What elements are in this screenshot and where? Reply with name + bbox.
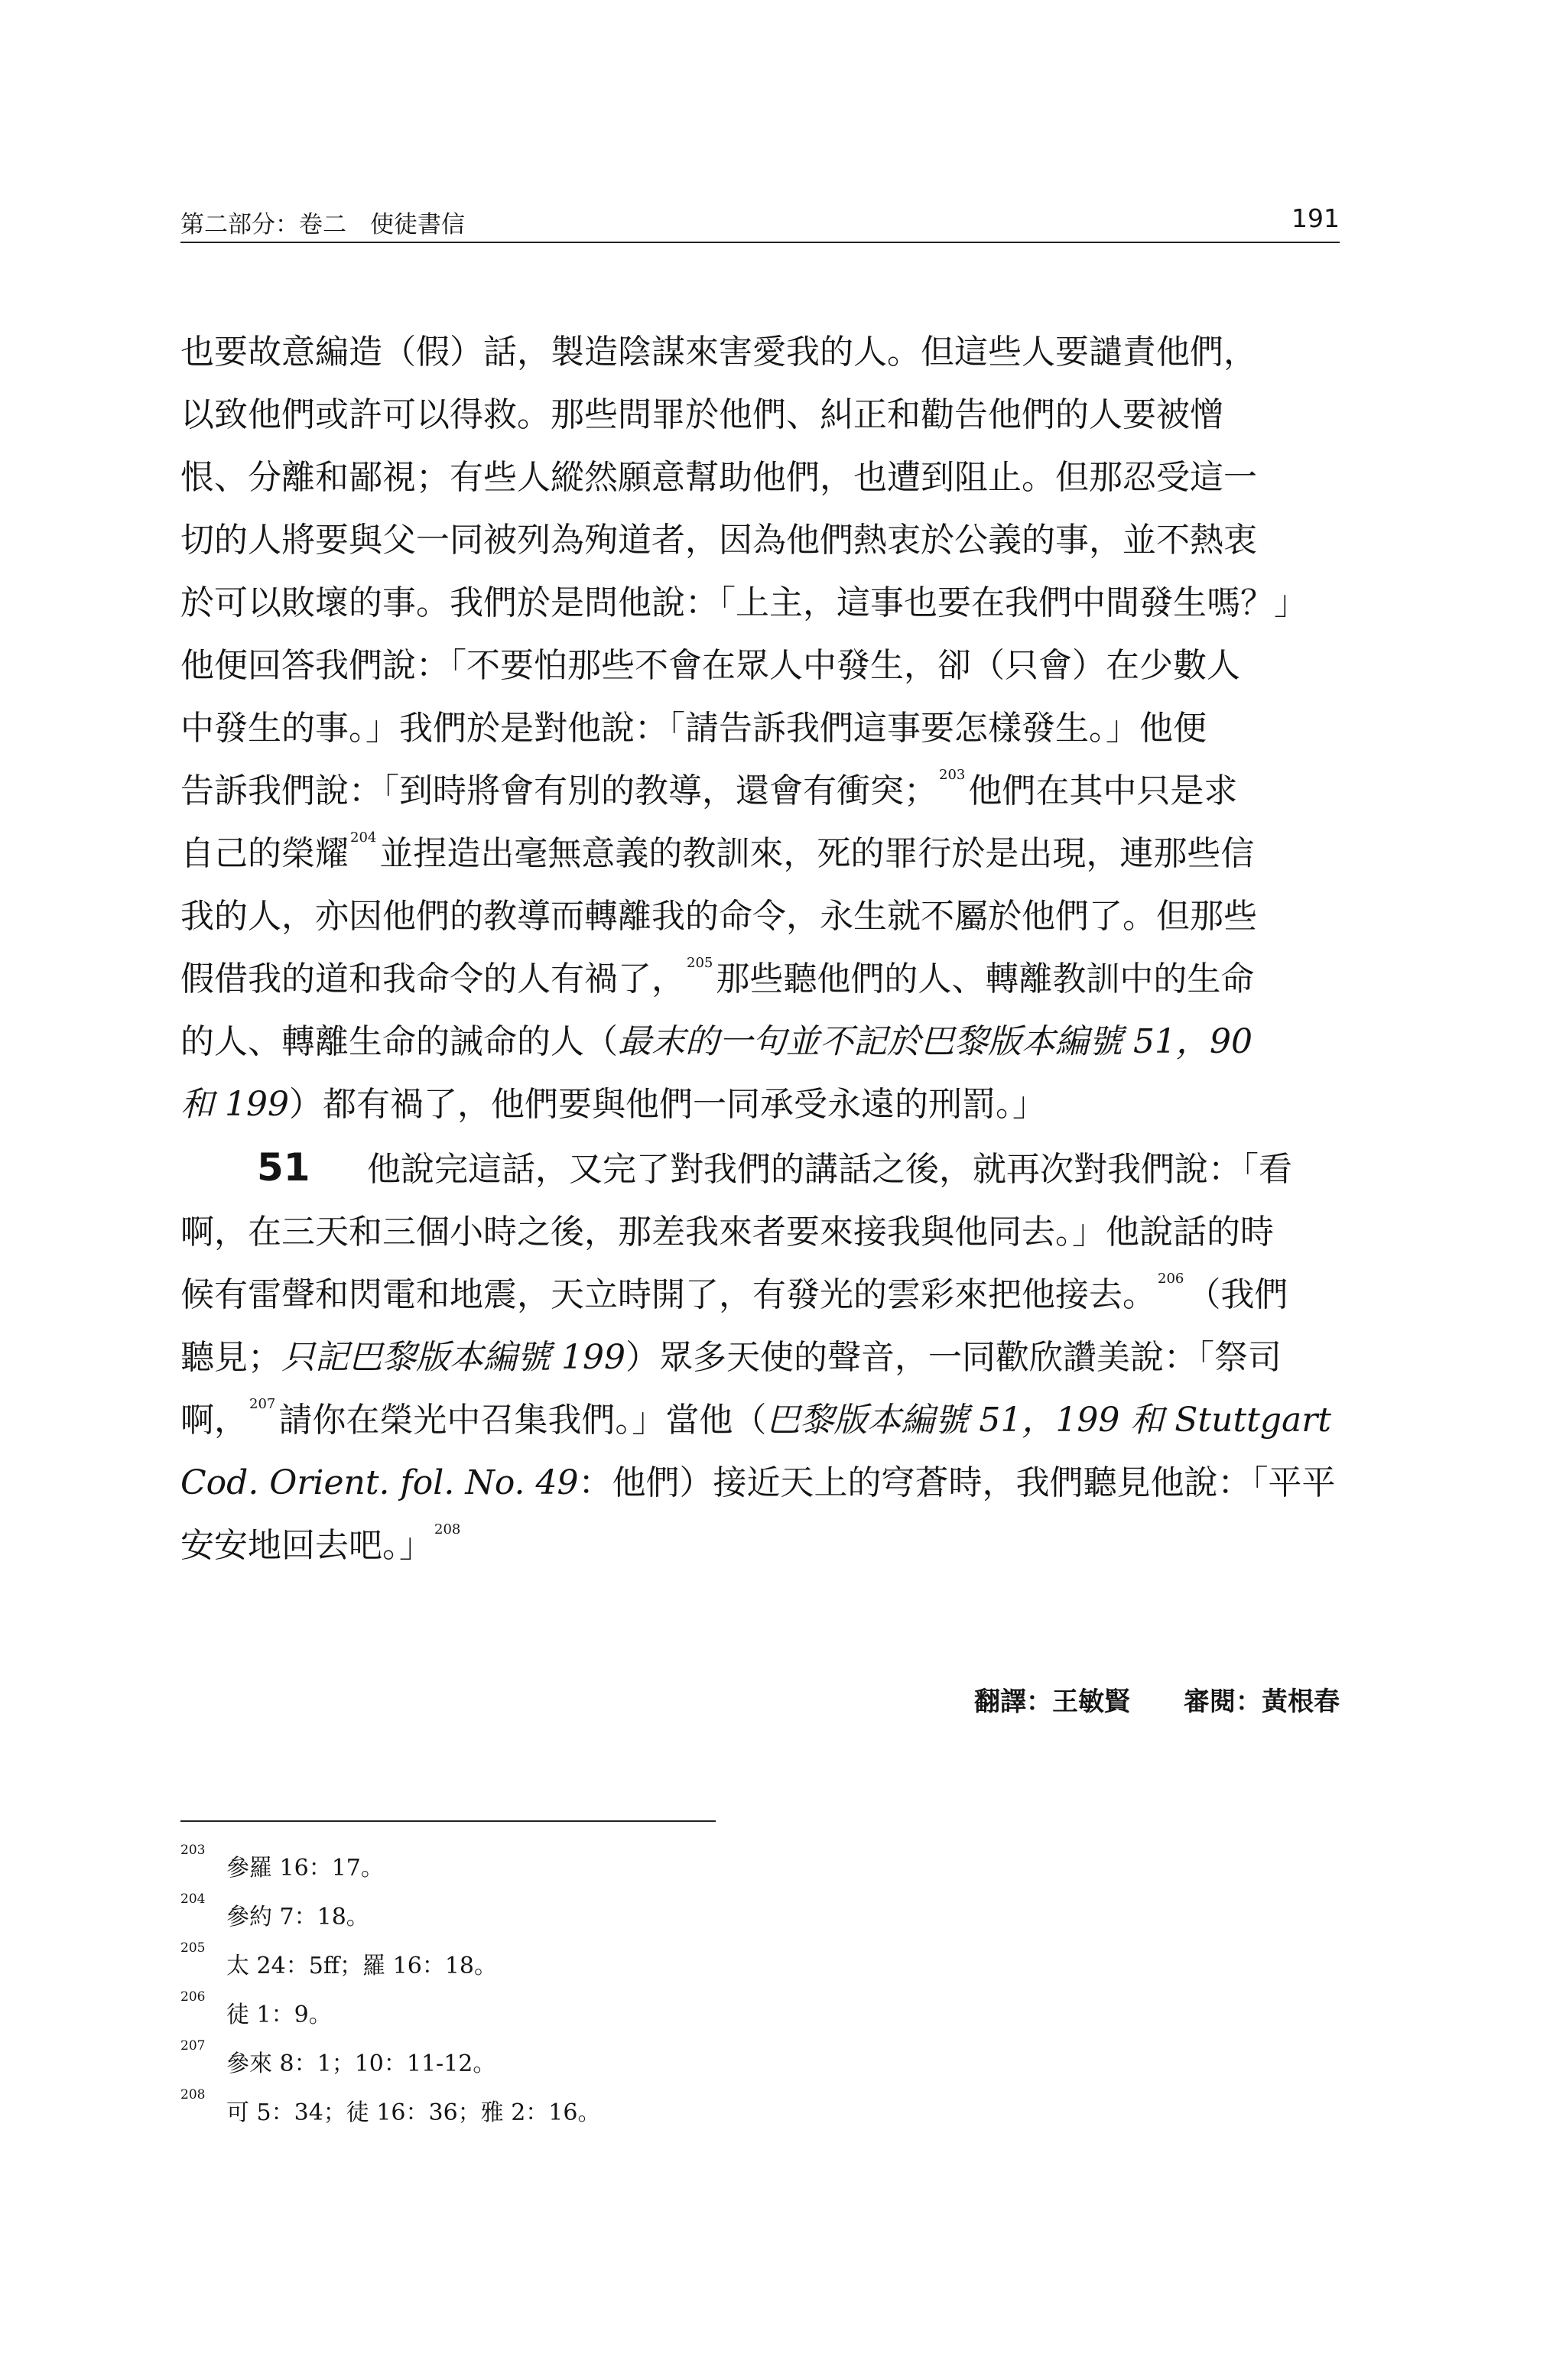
text-line: 中發生的事。」我們於是對他說：「請告訴我們這事要怎樣發生。」他便 — [180, 709, 1207, 748]
footnote-item — [180, 1843, 945, 1898]
text-line — [180, 1326, 1340, 1389]
header-rule — [180, 242, 1340, 243]
text-line: 也要故意編造（假）話，製造陰謀來害愛我的人。但這些人要譴責他們， — [180, 333, 1257, 372]
text-segment: 請你在榮光中召集我們。」當他（ — [278, 1401, 767, 1440]
footnote-text: 參來 8：1；10：11-12。 — [226, 2050, 496, 2077]
text-segment: 啊， — [180, 1401, 248, 1440]
footnote-item — [180, 1891, 945, 1947]
text-segment: 他們在其中只是求 — [968, 771, 1238, 810]
text-segment: ：他們）接近天上的穹蒼時，我們聽見他說：「平平 — [578, 1463, 1336, 1502]
footnote-rule — [180, 1820, 716, 1822]
text-line: 他便回答我們說：「不要怕那些不會在眾人中發生，卻（只會）在少數人 — [180, 646, 1240, 685]
text-line — [180, 948, 1340, 1011]
translation-credits — [826, 1680, 1340, 1718]
footnote-number: 207 — [180, 2038, 206, 2054]
footnote-ref[interactable]: 205 — [687, 955, 713, 971]
text-line — [180, 1136, 1340, 1201]
footnote-number: 203 — [180, 1843, 206, 1858]
body-text — [180, 321, 1340, 1577]
footnote-ref[interactable]: 204 — [350, 830, 377, 846]
running-header — [180, 200, 1340, 240]
text-line — [180, 1264, 1340, 1326]
verse-number: 51 — [257, 1145, 310, 1190]
paragraph-1 — [180, 321, 1340, 1136]
footnote-item — [180, 2087, 945, 2142]
text-segment: 自己的榮耀 — [180, 834, 349, 873]
italic-note: 只記巴黎版本編號 199 — [281, 1338, 625, 1377]
text-line — [180, 1011, 1340, 1073]
text-segment: 並捏造出毫無意義的教訓來，死的罪行於是出現，連那些信 — [379, 834, 1255, 873]
translator-credit: 翻譯：王敏賢 — [974, 1687, 1130, 1717]
footnote-number: 206 — [180, 1989, 206, 2005]
footnote-ref[interactable]: 208 — [434, 1521, 461, 1537]
text-segment: 安安地回去吧。」 — [180, 1526, 433, 1565]
text-line — [180, 1515, 1340, 1577]
footnote-item — [180, 1989, 945, 2044]
footnote-item — [180, 2038, 945, 2093]
text-line — [180, 760, 1340, 823]
section-title: 第二部分：卷二 使徒書信 — [180, 211, 465, 239]
italic-note: 巴黎版本編號 51，199 和 Stuttgart — [766, 1401, 1331, 1440]
page-number: 191 — [1291, 203, 1340, 233]
text-segment: 聽見； — [180, 1338, 281, 1377]
italic-note: 和 199 — [180, 1085, 289, 1124]
text-line: 我的人，亦因他們的教導而轉離我的命令，永生就不屬於他們了。但那些 — [180, 897, 1257, 936]
footnote-ref[interactable]: 206 — [1158, 1271, 1184, 1287]
footnote-text: 太 24：5ff；羅 16：18。 — [226, 1953, 497, 1979]
footnote-text: 參約 7：18。 — [226, 1904, 369, 1930]
footnote-item — [180, 1940, 945, 1995]
footnote-text: 可 5：34；徒 16：36；雅 2：16。 — [226, 2099, 601, 2126]
text-segment: （我們 — [1187, 1275, 1288, 1314]
text-segment: 候有雷聲和閃電和地震，天立時開了，有發光的雲彩來把他接去。 — [180, 1275, 1156, 1314]
text-line — [180, 1389, 1340, 1452]
italic-note: Cod. Orient. fol. No. 49 — [180, 1463, 579, 1502]
footnote-number: 204 — [180, 1891, 206, 1907]
italic-note: 最末的一句並不記於巴黎版本編號 51，90 — [618, 1022, 1252, 1061]
text-segment: 告訴我們說：「到時將會有別的教導，還會有衝突； — [180, 771, 937, 810]
text-line: 以致他們或許可以得救。那些問罪於他們、糾正和勸告他們的人要被憎 — [180, 395, 1223, 434]
text-line: 於可以敗壞的事。我們於是問他說：「上主，這事也要在我們中間發生嗎？」 — [180, 583, 1308, 622]
text-line — [180, 1073, 1340, 1136]
footnote-number: 205 — [180, 1940, 206, 1956]
text-line: 切的人將要與父一同被列為殉道者，因為他們熱衷於公義的事，並不熱衷 — [180, 521, 1257, 560]
footnote-number: 208 — [180, 2087, 206, 2102]
text-line: 啊，在三天和三個小時之後，那差我來者要來接我與他同去。」他說話的時 — [180, 1213, 1274, 1252]
footnote-ref[interactable]: 207 — [249, 1396, 276, 1412]
reviewer-credit: 審閱：黃根春 — [1184, 1687, 1340, 1717]
text-line — [180, 1452, 1340, 1515]
paragraph-2 — [180, 1136, 1340, 1577]
text-segment: 的人、轉離生命的誡命的人（ — [180, 1022, 618, 1061]
footnotes — [180, 1843, 945, 2142]
text-line — [180, 823, 1340, 885]
text-segment: ）都有禍了，他們要與他們一同承受永遠的刑罰。」 — [288, 1085, 1046, 1124]
text-line: 恨、分離和鄙視；有些人縱然願意幫助他們，也遭到阻止。但那忍受這一 — [180, 458, 1257, 497]
text-segment: 那些聽他們的人、轉離教訓中的生命 — [716, 959, 1255, 998]
text-segment: 他說完這話，又完了對我們的講話之後，就再次對我們說：「看 — [367, 1150, 1292, 1189]
footnote-text: 參羅 16：17。 — [226, 1855, 384, 1882]
footnote-text: 徒 1：9。 — [226, 2002, 332, 2028]
footnote-ref[interactable]: 203 — [939, 767, 966, 783]
text-segment: ）眾多天使的聲音，一同歡欣讚美說：「祭司 — [625, 1338, 1282, 1377]
text-segment: 假借我的道和我命令的人有禍了， — [180, 959, 685, 998]
